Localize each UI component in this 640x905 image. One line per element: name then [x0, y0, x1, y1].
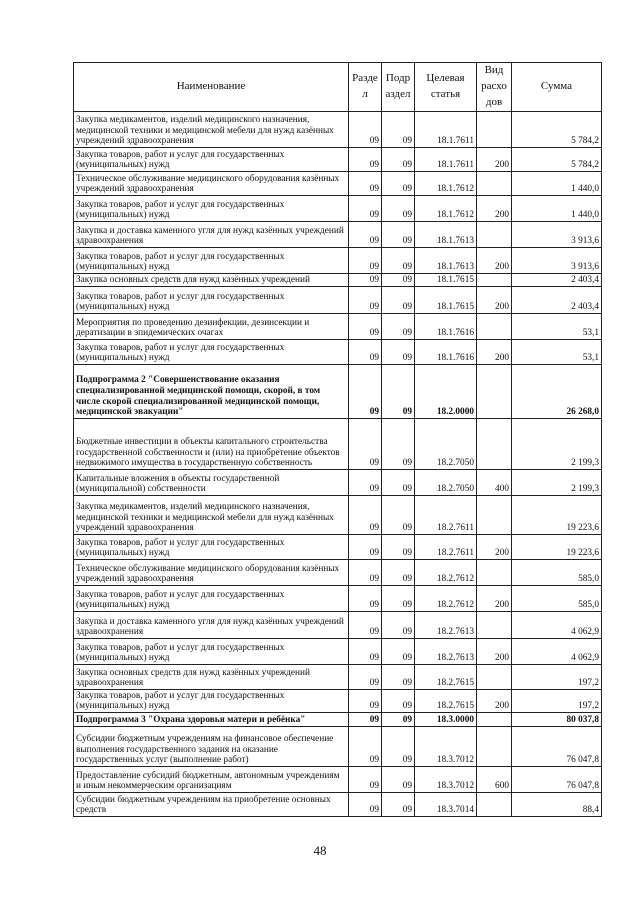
table-body [74, 112, 602, 817]
cell-sum: 585,0 [512, 586, 602, 612]
cell-sum: 2 199,3 [512, 419, 602, 470]
cell-podrazdel: 09 [382, 470, 415, 496]
cell-razdel: 09 [349, 196, 382, 222]
cell-razdel: 09 [349, 767, 382, 793]
cell-razdel: 09 [349, 274, 382, 287]
cell-sum: 585,0 [512, 560, 602, 586]
cell-podrazdel: 09 [382, 665, 415, 690]
cell-podrazdel: 09 [382, 767, 415, 793]
cell-podrazdel: 09 [382, 639, 415, 665]
table-header-row [74, 63, 602, 112]
cell-expense-type [477, 365, 512, 419]
cell-target-article: 18.1.7611 [415, 112, 477, 148]
cell-target-article: 18.1.7611 [415, 148, 477, 172]
cell-expense-type [477, 222, 512, 248]
table-row [74, 470, 602, 496]
cell-razdel: 09 [349, 586, 382, 612]
cell-razdel: 09 [349, 248, 382, 274]
cell-name: Закупка товаров, работ и услуг для государственных (муниципальных) нужд [74, 148, 349, 172]
cell-expense-type: 200 [477, 690, 512, 713]
cell-target-article: 18.3.7014 [415, 793, 477, 817]
table-row [74, 148, 602, 172]
cell-name: Закупка медикаментов, изделий медицинского назначения, медицинской техники и медицинской мебели для нужд казённых учреждений здравоохранения [74, 496, 349, 535]
cell-target-article: 18.2.7611 [415, 496, 477, 535]
table-row [74, 274, 602, 287]
cell-podrazdel: 09 [382, 340, 415, 365]
cell-razdel: 09 [349, 560, 382, 586]
cell-razdel: 09 [349, 172, 382, 196]
table-row [74, 314, 602, 340]
table-row [74, 287, 602, 314]
cell-expense-type: 600 [477, 767, 512, 793]
table-row [74, 727, 602, 767]
cell-target-article: 18.2.7612 [415, 560, 477, 586]
table-row [74, 535, 602, 560]
cell-name: Техническое обслуживание медицинского оборудования казённых учреждений здравоохранения [74, 172, 349, 196]
cell-razdel: 09 [349, 793, 382, 817]
cell-razdel: 09 [349, 713, 382, 727]
cell-podrazdel: 09 [382, 148, 415, 172]
cell-name: Закупка товаров, работ и услуг для государственных (муниципальных) нужд [74, 287, 349, 314]
cell-podrazdel: 09 [382, 112, 415, 148]
cell-target-article: 18.1.7615 [415, 287, 477, 314]
cell-podrazdel: 09 [382, 365, 415, 419]
cell-podrazdel: 09 [382, 727, 415, 767]
cell-target-article: 18.2.7613 [415, 612, 477, 639]
cell-name: Закупка основных средств для нужд казённых учреждений [74, 274, 349, 287]
cell-podrazdel: 09 [382, 222, 415, 248]
cell-name: Закупка товаров, работ и услуг для государственных (муниципальных) нужд [74, 340, 349, 365]
table-row [74, 172, 602, 196]
cell-expense-type [477, 793, 512, 817]
header-sum: Сумма [512, 63, 602, 112]
cell-podrazdel: 09 [382, 287, 415, 314]
cell-name: Закупка товаров, работ и услуг для государственных (муниципальных) нужд [74, 535, 349, 560]
cell-target-article: 18.2.7613 [415, 639, 477, 665]
cell-expense-type: 200 [477, 196, 512, 222]
cell-name: Техническое обслуживание медицинского оборудования казённых учреждений здравоохранения [74, 560, 349, 586]
cell-target-article: 18.2.7611 [415, 535, 477, 560]
cell-sum: 1 440,0 [512, 196, 602, 222]
cell-sum: 3 913,6 [512, 222, 602, 248]
cell-sum: 5 784,2 [512, 148, 602, 172]
cell-name: Закупка основных средств для нужд казённых учреждений здравоохранения [74, 665, 349, 690]
cell-name: Закупка и доставка каменного угля для нужд казённых учреждений здравоохранения [74, 612, 349, 639]
table-row [74, 560, 602, 586]
cell-sum: 197,2 [512, 665, 602, 690]
cell-name: Капитальные вложения в объекты государственной (муниципальной) собственности [74, 470, 349, 496]
cell-target-article: 18.1.7613 [415, 222, 477, 248]
cell-expense-type [477, 713, 512, 727]
cell-target-article: 18.2.0000 [415, 365, 477, 419]
header-expense-type: Вид расхо дов [477, 63, 512, 112]
cell-sum: 5 784,2 [512, 112, 602, 148]
table-row [74, 340, 602, 365]
cell-razdel: 09 [349, 419, 382, 470]
table-row [74, 713, 602, 727]
cell-podrazdel: 09 [382, 496, 415, 535]
cell-razdel: 09 [349, 365, 382, 419]
cell-sum: 197,2 [512, 690, 602, 713]
cell-name: Подпрограмма 3 "Охрана здоровья матери и ребёнка" [74, 713, 349, 727]
cell-target-article: 18.3.7012 [415, 767, 477, 793]
cell-target-article: 18.1.7612 [415, 196, 477, 222]
cell-sum: 76 047,8 [512, 727, 602, 767]
cell-sum: 2 403,4 [512, 287, 602, 314]
cell-razdel: 09 [349, 690, 382, 713]
cell-podrazdel: 09 [382, 793, 415, 817]
table-row [74, 793, 602, 817]
table-row [74, 665, 602, 690]
budget-table [73, 62, 602, 817]
cell-expense-type [477, 274, 512, 287]
cell-name: Закупка товаров, работ и услуг для государственных (муниципальных) нужд [74, 690, 349, 713]
page-number: 48 [313, 843, 327, 858]
cell-podrazdel: 09 [382, 419, 415, 470]
cell-sum: 1 440,0 [512, 172, 602, 196]
cell-name: Подпрограмма 2 "Совершенствование оказания специализированной медицинской помощи, скорой, в том числе скорой специализированной медицинской помощи, медицинской эвакуации" [74, 365, 349, 419]
cell-expense-type: 400 [477, 470, 512, 496]
cell-expense-type [477, 665, 512, 690]
cell-target-article: 18.2.7612 [415, 586, 477, 612]
cell-expense-type [477, 172, 512, 196]
header-podrazdel: Подр аздел [382, 63, 415, 112]
cell-target-article: 18.1.7616 [415, 340, 477, 365]
cell-name: Закупка и доставка каменного угля для нужд казённых учреждений здравоохранения [74, 222, 349, 248]
table-row [74, 690, 602, 713]
cell-target-article: 18.1.7613 [415, 248, 477, 274]
cell-name: Закупка медикаментов, изделий медицинского назначения, медицинской техники и медицинской мебели для нужд казённых учреждений здравоохранения [74, 112, 349, 148]
cell-expense-type: 200 [477, 639, 512, 665]
table-row [74, 196, 602, 222]
cell-expense-type: 200 [477, 586, 512, 612]
cell-expense-type [477, 727, 512, 767]
table-row [74, 222, 602, 248]
cell-name: Мероприятия по проведению дезинфекции, дезинсекции и дератизации в эпидемических очагах [74, 314, 349, 340]
cell-expense-type [477, 419, 512, 470]
cell-razdel: 09 [349, 340, 382, 365]
cell-expense-type [477, 560, 512, 586]
cell-podrazdel: 09 [382, 690, 415, 713]
cell-sum: 19 223,6 [512, 535, 602, 560]
cell-expense-type [477, 112, 512, 148]
cell-razdel: 09 [349, 314, 382, 340]
cell-name: Закупка товаров, работ и услуг для государственных (муниципальных) нужд [74, 196, 349, 222]
cell-sum: 53,1 [512, 340, 602, 365]
table-row [74, 112, 602, 148]
cell-name: Субсидии бюджетным учреждениям на приобретение основных средств [74, 793, 349, 817]
cell-razdel: 09 [349, 496, 382, 535]
cell-podrazdel: 09 [382, 248, 415, 274]
table-row [74, 248, 602, 274]
header-razdel: Разде л [349, 63, 382, 112]
cell-target-article: 18.2.7050 [415, 470, 477, 496]
cell-podrazdel: 09 [382, 172, 415, 196]
cell-podrazdel: 09 [382, 586, 415, 612]
cell-name: Закупка товаров, работ и услуг для государственных (муниципальных) нужд [74, 586, 349, 612]
header-target-article: Целевая статья [415, 63, 477, 112]
cell-razdel: 09 [349, 470, 382, 496]
cell-razdel: 09 [349, 665, 382, 690]
cell-expense-type [477, 496, 512, 535]
cell-expense-type [477, 314, 512, 340]
cell-razdel: 09 [349, 639, 382, 665]
cell-name: Предоставление субсидий бюджетным, автономным учреждениям и иным некоммерческим организациям [74, 767, 349, 793]
cell-razdel: 09 [349, 148, 382, 172]
cell-sum: 4 062,9 [512, 612, 602, 639]
cell-target-article: 18.2.7615 [415, 665, 477, 690]
table-row [74, 419, 602, 470]
cell-sum: 76 047,8 [512, 767, 602, 793]
cell-razdel: 09 [349, 612, 382, 639]
cell-name: Закупка товаров, работ и услуг для государственных (муниципальных) нужд [74, 639, 349, 665]
table-row [74, 365, 602, 419]
cell-target-article: 18.3.0000 [415, 713, 477, 727]
cell-expense-type: 200 [477, 287, 512, 314]
cell-name: Закупка товаров, работ и услуг для государственных (муниципальных) нужд [74, 248, 349, 274]
cell-target-article: 18.1.7615 [415, 274, 477, 287]
cell-sum: 26 268,0 [512, 365, 602, 419]
cell-expense-type: 200 [477, 340, 512, 365]
table-row [74, 496, 602, 535]
cell-razdel: 09 [349, 287, 382, 314]
cell-razdel: 09 [349, 727, 382, 767]
cell-podrazdel: 09 [382, 274, 415, 287]
cell-sum: 80 037,8 [512, 713, 602, 727]
cell-podrazdel: 09 [382, 560, 415, 586]
table-row [74, 639, 602, 665]
cell-expense-type: 200 [477, 248, 512, 274]
cell-razdel: 09 [349, 535, 382, 560]
cell-name: Субсидии бюджетным учреждениям на финансовое обеспечение выполнения государственного задания на оказание государственных услуг (выполнение работ) [74, 727, 349, 767]
cell-podrazdel: 09 [382, 535, 415, 560]
cell-target-article: 18.1.7612 [415, 172, 477, 196]
cell-sum: 2 199,3 [512, 470, 602, 496]
cell-podrazdel: 09 [382, 314, 415, 340]
cell-name: Бюджетные инвестиции в объекты капитального строительства государственной собственности и (или) на приобретение объектов недвижимого имущества в государственную собственность [74, 419, 349, 470]
cell-target-article: 18.1.7616 [415, 314, 477, 340]
cell-expense-type: 200 [477, 535, 512, 560]
table-row [74, 586, 602, 612]
table-row [74, 767, 602, 793]
header-name: Наименование [74, 63, 349, 112]
cell-expense-type: 200 [477, 148, 512, 172]
cell-podrazdel: 09 [382, 713, 415, 727]
cell-sum: 53,1 [512, 314, 602, 340]
cell-expense-type [477, 612, 512, 639]
cell-target-article: 18.2.7615 [415, 690, 477, 713]
cell-sum: 3 913,6 [512, 248, 602, 274]
cell-razdel: 09 [349, 222, 382, 248]
table-row [74, 612, 602, 639]
cell-podrazdel: 09 [382, 612, 415, 639]
cell-target-article: 18.3.7012 [415, 727, 477, 767]
cell-razdel: 09 [349, 112, 382, 148]
cell-sum: 19 223,6 [512, 496, 602, 535]
cell-sum: 4 062,9 [512, 639, 602, 665]
cell-sum: 88,4 [512, 793, 602, 817]
cell-sum: 2 403,4 [512, 274, 602, 287]
cell-podrazdel: 09 [382, 196, 415, 222]
cell-target-article: 18.2.7050 [415, 419, 477, 470]
